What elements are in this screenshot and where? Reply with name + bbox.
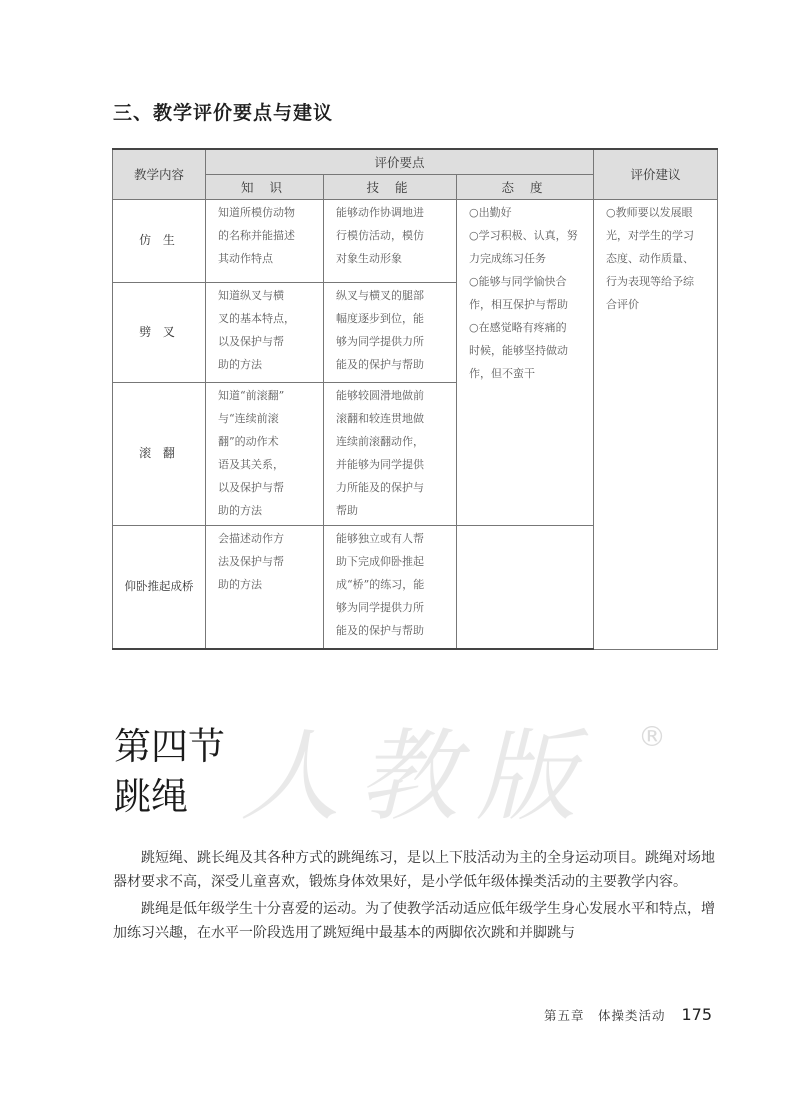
cell-line: ○学习积极、认真，努 xyxy=(469,228,578,242)
cell-line: 助下完成仰卧推起 xyxy=(336,554,424,568)
cell-line: 能及的保护与帮助 xyxy=(336,623,424,637)
cell-line: 态度、动作质量、 xyxy=(606,251,694,265)
cell-line: 并能够为同学提供 xyxy=(336,457,424,471)
table-row xyxy=(113,199,718,282)
skill-cell xyxy=(324,382,457,525)
section-title xyxy=(114,722,225,822)
cell-line: 法及保护与帮 xyxy=(218,554,284,568)
page-footer xyxy=(0,1005,712,1024)
knowledge-cell xyxy=(206,282,324,382)
evaluation-table xyxy=(112,148,718,650)
cell-line: 知道所模仿动物 xyxy=(218,205,295,219)
cell-line: 连续前滚翻动作， xyxy=(336,434,424,448)
section-name: 跳绳 xyxy=(114,775,188,818)
watermark-text: 人教版 xyxy=(240,718,594,835)
chapter-label: 第五章 体操类活动 xyxy=(543,1008,666,1023)
body-text xyxy=(113,846,715,948)
header-evaluation-suggestion: 评价建议 xyxy=(594,149,718,199)
cell-line: 滚翻和较连贯地做 xyxy=(336,411,424,425)
cell-line: 助的方法 xyxy=(218,503,262,517)
cell-line: 纵叉与横叉的腿部 xyxy=(336,288,424,302)
row-name-bridge: 仰卧推起成桥 xyxy=(113,525,206,649)
cell-line: ○出勤好 xyxy=(469,205,512,219)
header-attitude: 态 度 xyxy=(457,174,594,199)
knowledge-cell xyxy=(206,525,324,649)
cell-line: 语及其关系， xyxy=(218,457,284,471)
paragraph: 跳短绳、跳长绳及其各种方式的跳绳练习，是以上下肢活动为主的全身运动项目。跳绳对场地器材要求不高，深受儿童喜欢，锻炼身体效果好，是小学低年级体操类活动的主要教学内容。 xyxy=(113,850,715,890)
skill-cell xyxy=(324,282,457,382)
cell-line: 够为同学提供力所 xyxy=(336,334,424,348)
suggestion-cell xyxy=(594,199,718,649)
cell-line: 时候，能够坚持做动 xyxy=(469,343,568,357)
cell-line: 的名称并能描述 xyxy=(218,228,295,242)
row-name-roll: 滚 翻 xyxy=(113,382,206,525)
knowledge-cell xyxy=(206,382,324,525)
cell-line: 行模仿活动，模仿 xyxy=(336,228,424,242)
cell-line: 帮助 xyxy=(336,503,358,517)
cell-line: 够为同学提供力所 xyxy=(336,600,424,614)
cell-line: 力所能及的保护与 xyxy=(336,480,424,494)
cell-line: 会描述动作方 xyxy=(218,531,284,545)
attitude-cell-empty xyxy=(457,525,594,649)
row-name-splits: 劈 叉 xyxy=(113,282,206,382)
header-evaluation-points: 评价要点 xyxy=(206,149,594,174)
cell-line: 对象生动形象 xyxy=(336,251,402,265)
cell-line: 知道“前滚翻” xyxy=(218,388,285,402)
cell-line: 合评价 xyxy=(606,297,639,311)
cell-line: 作，相互保护与帮助 xyxy=(469,297,568,311)
cell-line: ○能够与同学愉快合 xyxy=(469,274,567,288)
cell-line: 力完成练习任务 xyxy=(469,251,546,265)
cell-line: 行为表现等给予综 xyxy=(606,274,694,288)
cell-line: 幅度逐步到位，能 xyxy=(336,311,424,325)
cell-line: 助的方法 xyxy=(218,357,262,371)
cell-line: 其动作特点 xyxy=(218,251,273,265)
header-skill: 技 能 xyxy=(324,174,457,199)
cell-line: 叉的基本特点， xyxy=(218,311,295,325)
publisher-watermark xyxy=(240,712,666,842)
skill-cell xyxy=(324,525,457,649)
cell-line: ○在感觉略有疼痛的 xyxy=(469,320,567,334)
cell-line: 作，但不蛮干 xyxy=(469,366,535,380)
attitude-cell xyxy=(457,199,594,525)
cell-line: 能够动作协调地进 xyxy=(336,205,424,219)
section-number: 第四节 xyxy=(114,725,225,768)
cell-line: 翻”的动作术 xyxy=(218,434,279,448)
paragraph: 跳绳是低年级学生十分喜爱的运动。为了使教学活动适应低年级学生身心发展水平和特点，增加练习兴趣，在水平一阶段选用了跳短绳中最基本的两脚依次跳和并脚跳与 xyxy=(113,901,715,941)
registered-mark-icon: ® xyxy=(638,720,666,753)
header-knowledge: 知 识 xyxy=(206,174,324,199)
cell-line: 与“连续前滚 xyxy=(218,411,279,425)
cell-line: ○教师要以发展眼 xyxy=(606,205,693,219)
cell-line: 以及保护与帮 xyxy=(218,480,284,494)
cell-line: 助的方法 xyxy=(218,577,262,591)
cell-line: 以及保护与帮 xyxy=(218,334,284,348)
cell-line: 知道纵叉与横 xyxy=(218,288,284,302)
page-number: 175 xyxy=(681,1005,712,1024)
cell-line: 能够独立或有人帮 xyxy=(336,531,424,545)
cell-line: 成“桥”的练习，能 xyxy=(336,577,425,591)
cell-line: 能够较圆滑地做前 xyxy=(336,388,424,402)
header-teaching-content: 教学内容 xyxy=(113,149,206,199)
skill-cell xyxy=(324,199,457,282)
section-heading: 三、教学评价要点与建议 xyxy=(113,102,334,124)
knowledge-cell xyxy=(206,199,324,282)
cell-line: 光，对学生的学习 xyxy=(606,228,694,242)
cell-line: 能及的保护与帮助 xyxy=(336,357,424,371)
row-name-imitation: 仿 生 xyxy=(113,199,206,282)
